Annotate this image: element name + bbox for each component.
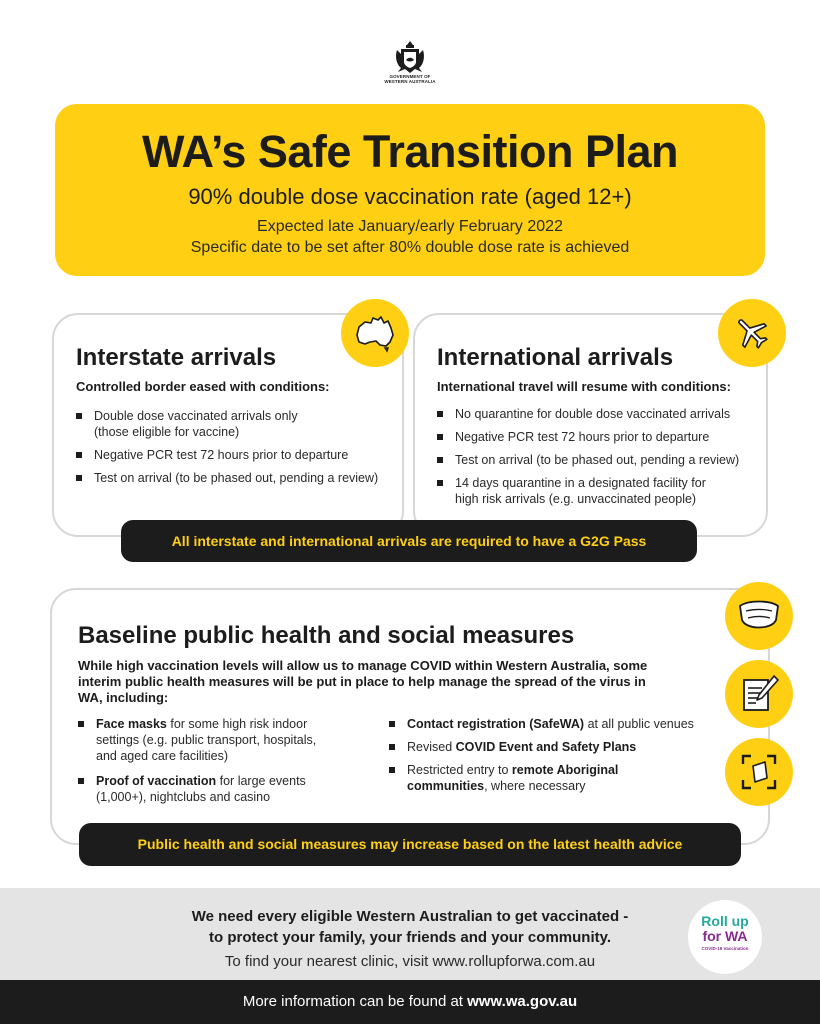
- interstate-item: Negative PCR test 72 hours prior to departure: [76, 447, 396, 463]
- baseline-title: Baseline public health and social measures: [78, 622, 575, 649]
- baseline-card: [50, 588, 770, 845]
- airplane-icon: [718, 299, 786, 367]
- international-item: 14 days quarantine in a designated facility for high risk arrivals (e.g. unvaccinated people): [437, 475, 727, 507]
- clipboard-pen-icon: [725, 660, 793, 728]
- scan-card-icon: [725, 738, 793, 806]
- hero-subtitle: 90% double dose vaccination rate (aged 12+): [188, 184, 632, 209]
- more-info-bar: [0, 980, 820, 1024]
- hero-banner: [55, 104, 765, 276]
- international-item: No quarantine for double dose vaccinated arrivals: [437, 406, 762, 422]
- baseline-item: Contact registration (SafeWA) at all public venues: [389, 716, 719, 732]
- baseline-right-list: [389, 716, 719, 801]
- g2g-pass-banner: All interstate and international arrivals are required to have a G2G Pass: [121, 520, 697, 562]
- crest-icon: [393, 40, 427, 74]
- international-list: [437, 406, 762, 514]
- baseline-item: Revised COVID Event and Safety Plans: [389, 739, 719, 755]
- interstate-item: Double dose vaccinated arrivals only (those eligible for vaccine): [76, 408, 316, 440]
- footer-message-line-2: to protect your family, your friends and your community.: [209, 929, 611, 946]
- baseline-intro: While high vaccination levels will allow us to manage COVID within Western Australia, some interim public health measures will be put in place to help manage the spread of the virus in WA, including:: [78, 658, 648, 705]
- international-lead: International travel will resume with conditions:: [437, 379, 731, 394]
- baseline-left-list: [78, 716, 340, 812]
- wa-gov-link[interactable]: www.wa.gov.au: [467, 993, 578, 1010]
- rollup-logo-line-1: Roll up: [701, 913, 749, 929]
- baseline-item: Face masks for some high risk indoor settings (e.g. public transport, hospitals, and aged care facilities): [78, 716, 340, 764]
- international-item: Test on arrival (to be phased out, pending a review): [437, 452, 762, 468]
- international-item: Negative PCR test 72 hours prior to departure: [437, 429, 762, 445]
- rollup-logo-line-2: for WA: [702, 928, 748, 944]
- face-mask-icon: [725, 582, 793, 650]
- international-card: [413, 313, 768, 537]
- more-info-text: More information can be found at: [242, 993, 468, 1010]
- clinic-link-text: To find your nearest clinic, visit www.rollupforwa.com.au: [224, 953, 596, 970]
- rollup-logo-line-3: COVID-19 Vaccination: [701, 946, 749, 951]
- interstate-lead: Controlled border eased with conditions:: [76, 379, 330, 394]
- crest-line-2: WESTERN AUSTRALIA: [384, 79, 436, 84]
- footer-message-line-1: We need every eligible Western Australian to get vaccinated -: [191, 908, 629, 925]
- baseline-item: Restricted entry to remote Aboriginal communities, where necessary: [389, 762, 639, 794]
- interstate-list: [76, 408, 396, 493]
- international-title: International arrivals: [437, 344, 674, 371]
- page-title: WA’s Safe Transition Plan: [142, 126, 678, 177]
- interstate-item: Test on arrival (to be phased out, pending a review): [76, 470, 396, 486]
- roll-up-for-wa-logo: [688, 900, 762, 974]
- hero-expected-date: Expected late January/early February 2022: [257, 218, 563, 235]
- hero-specific-date: Specific date to be set after 80% double dose rate is achieved: [190, 239, 630, 256]
- government-crest: [384, 40, 436, 90]
- measures-banner: Public health and social measures may increase based on the latest health advice: [79, 823, 741, 866]
- crest-line-1: GOVERNMENT OF: [389, 74, 431, 79]
- baseline-item: Proof of vaccination for large events (1,000+), nightclubs and casino: [78, 773, 340, 805]
- australia-map-icon: [341, 299, 409, 367]
- interstate-title: Interstate arrivals: [76, 344, 277, 371]
